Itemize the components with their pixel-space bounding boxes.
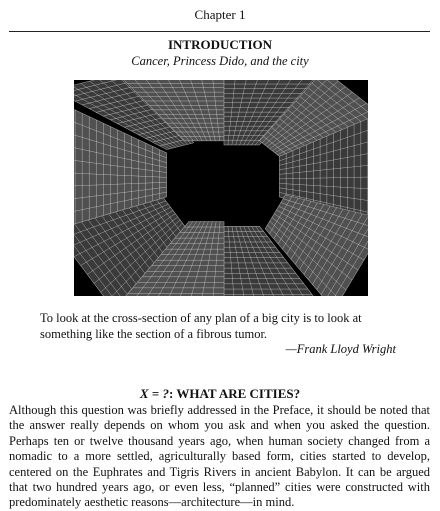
section-heading-variable: X = ?: [139, 386, 169, 401]
header-rule: [9, 31, 430, 32]
epigraph-quote: To look at the cross-section of any plan of a big city is to look at something like the section of a fibrous tumor.: [40, 311, 362, 341]
chapter-title: INTRODUCTION: [167, 37, 272, 52]
section-heading-text: : WHAT ARE CITIES?: [168, 386, 301, 401]
running-header: Chapter 1: [194, 7, 246, 22]
skyscrapers-photo: [74, 80, 368, 296]
epigraph-attribution: —Frank Lloyd Wright: [285, 342, 396, 356]
skyscrapers-illustration: [74, 80, 368, 296]
chapter-subtitle: Cancer, Princess Dido, and the city: [131, 54, 309, 68]
section-heading: [0, 386, 440, 402]
body-paragraph: Although this question was briefly addressed in the Preface, it should be noted that the answer really depends on whom you ask and when you asked the question. Perhaps ten or twelve thousand years ago, when human society changed from a nomadic to a more settled, agriculturally based form, cities started to develop, centered on the Euphrates and Tigris Rivers in ancient Babylon. It can be argued that two hundred years ago, or even less, “planned” cities were constructed with predominately aesthetic reasons—architecture—in mind.: [9, 403, 430, 510]
